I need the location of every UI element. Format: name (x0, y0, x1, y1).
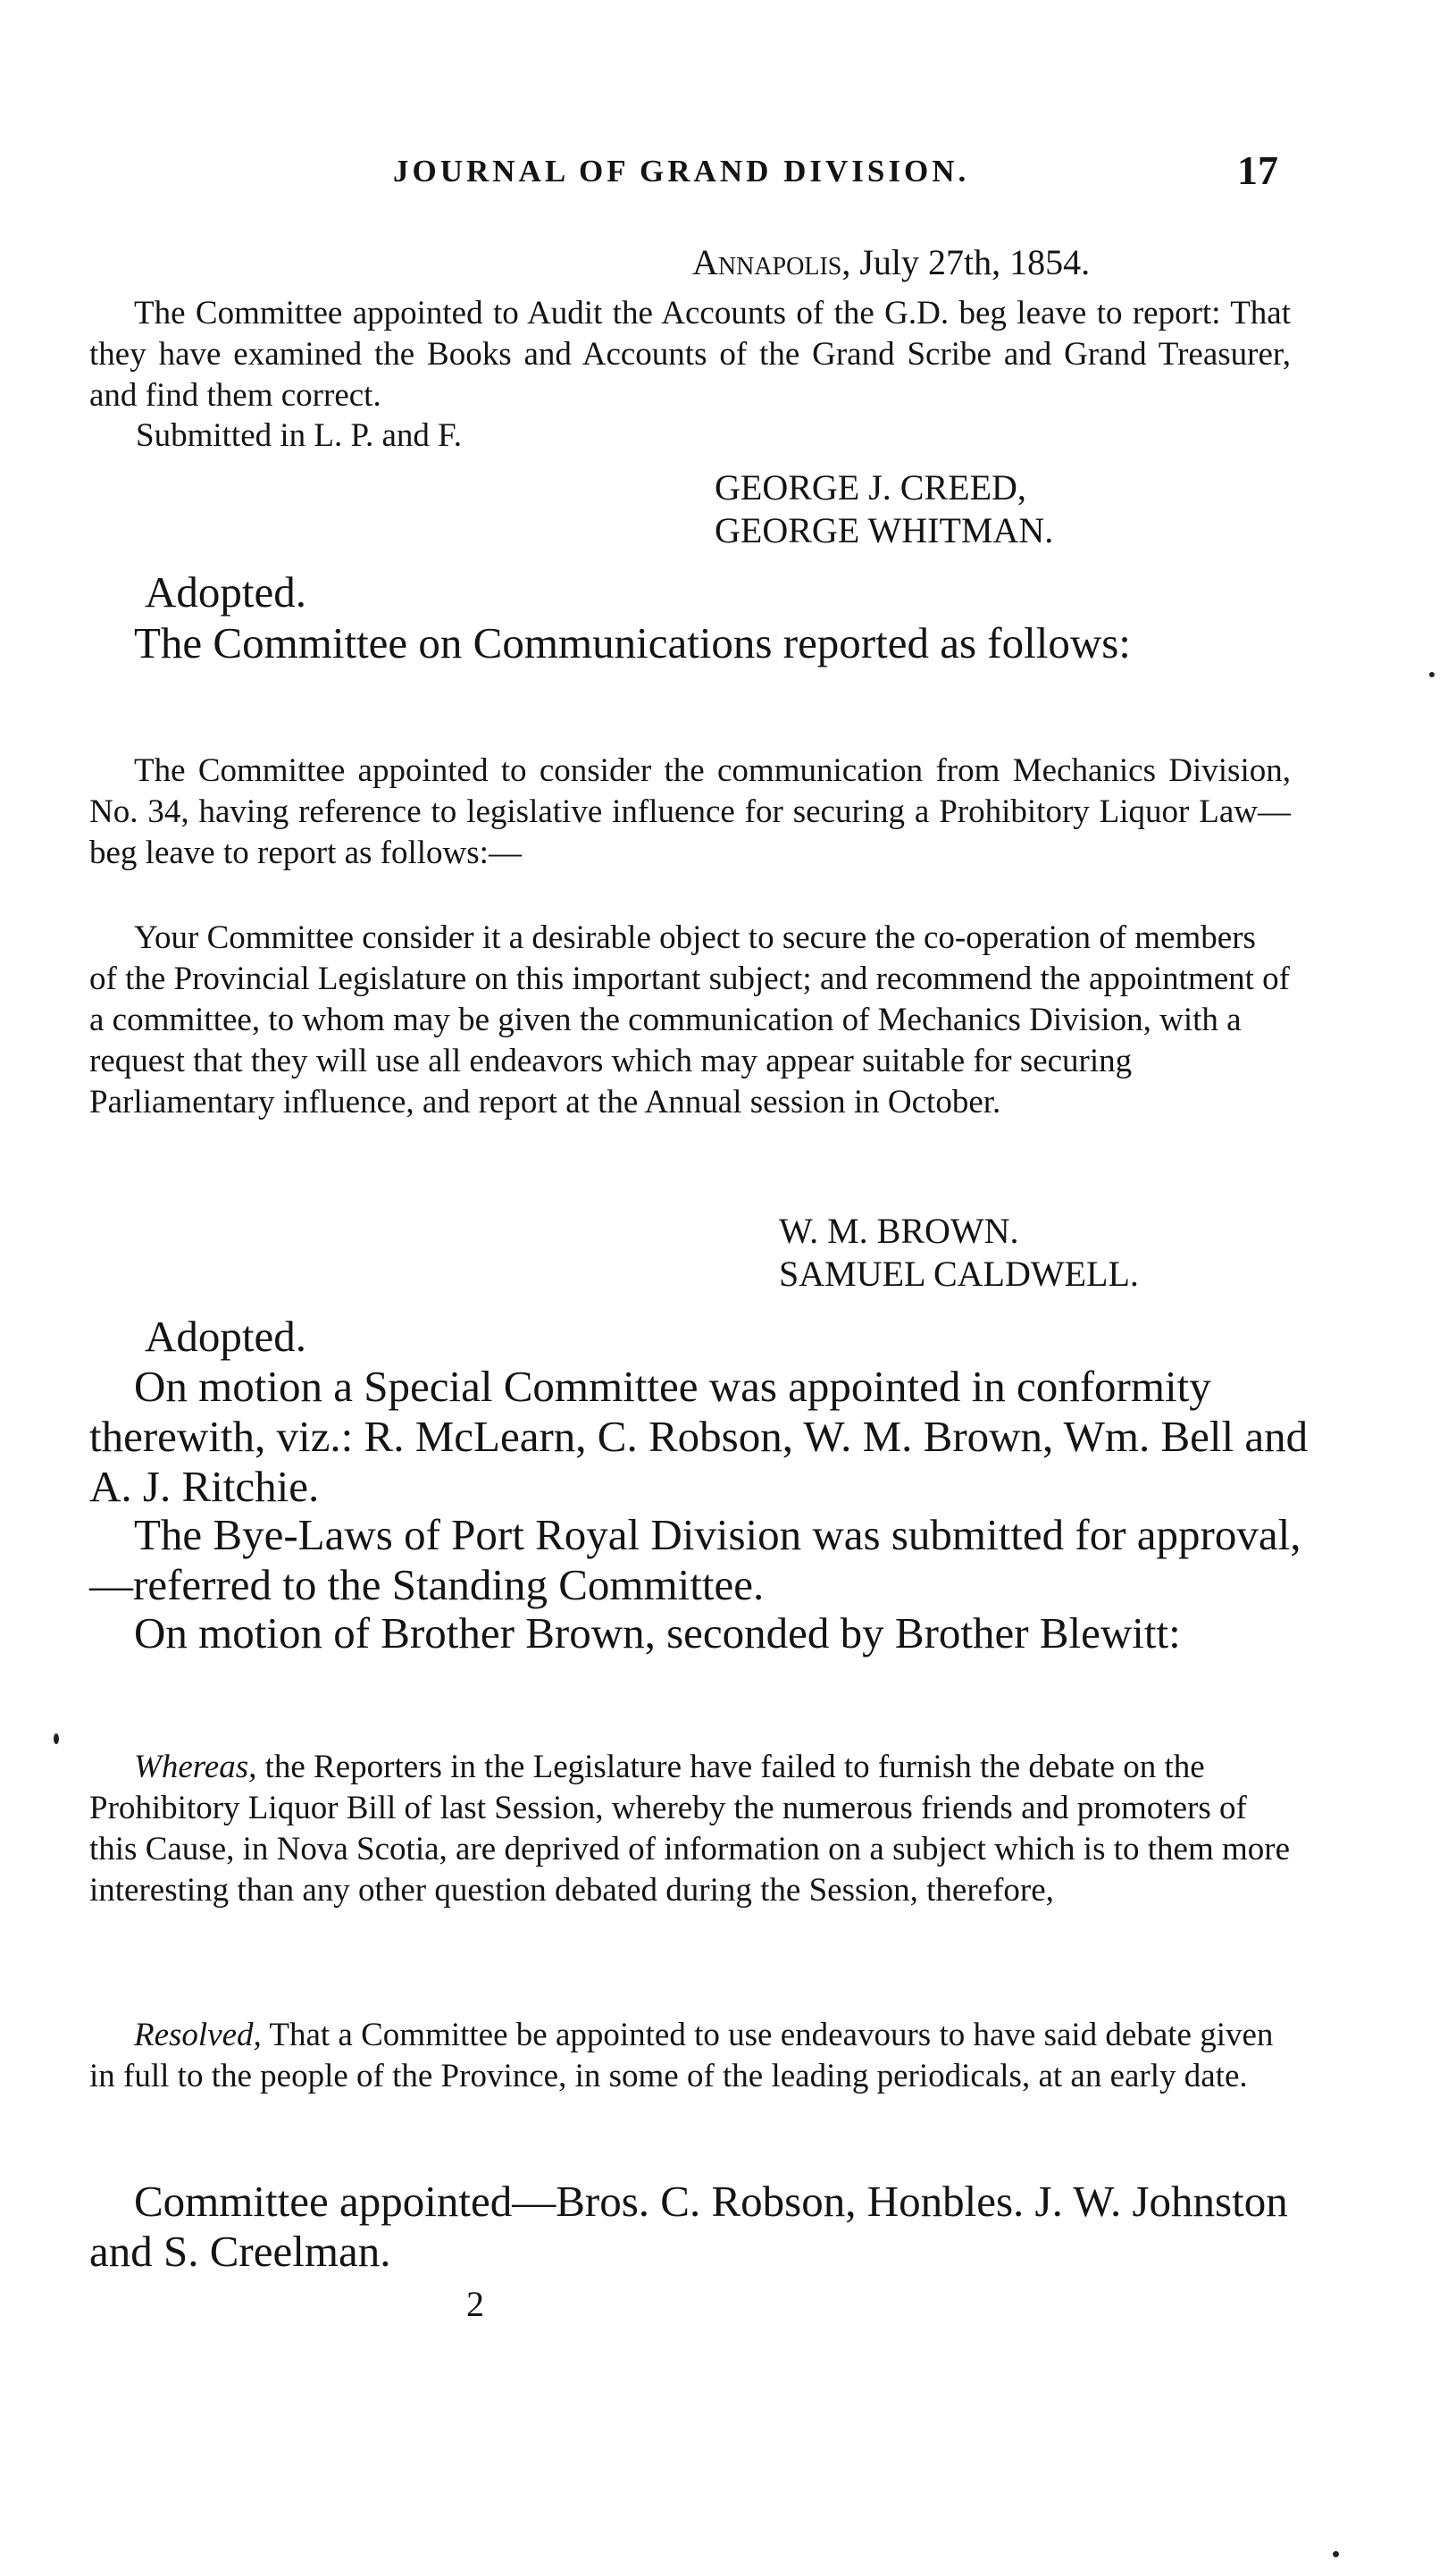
dateline-place: Annapolis, (692, 242, 851, 282)
resolved-text: That a Committee be appointed to use endeavours to have said debate given in full to the people of the Province, in some of the leading periodicals, at an early date. (89, 2017, 1274, 2094)
whereas-clause (89, 1747, 1291, 1911)
communications-report-text: The Committee appointed to consider the communication from Mechanics Division, No. 34, having reference to legislative influence for securing a Prohibitory Liquor Law—beg leave to report as follows:— (89, 752, 1291, 871)
dateline (692, 241, 1090, 283)
special-committee-paragraph: On motion a Special Committee was appointed in conformity therewith, viz.: R. McLearn, C. Robson, W. M. Brown, Wm. Bell and A. J. Ritchie. (89, 1362, 1309, 1511)
dateline-date: July 27th, 1854. (859, 242, 1091, 282)
signature-mark: 2 (466, 2284, 484, 2324)
ink-speck (1333, 2551, 1339, 2557)
whereas-text: the Reporters in the Legislature have failed to furnish the debate on the Prohibitory Liquor Bill of last Session, whereby the numerous friends and promoters of this Cause, in Nova Scotia, are deprived of information on a subject which is to them more interesting than any other question debated during the Session, therefore, (89, 1749, 1291, 1909)
audit-signatures (715, 466, 1053, 552)
signatory: GEORGE WHITMAN. (715, 510, 1054, 550)
ink-speck (1429, 672, 1435, 677)
resolved-lead: Resolved, (134, 2017, 262, 2053)
signatory: SAMUEL CALDWELL. (779, 1254, 1139, 1294)
audit-report-submitted: Submitted in L. P. and F. (136, 417, 463, 454)
motion-paragraph: On motion of Brother Brown, seconded by Brother Blewitt: (134, 1608, 1181, 1657)
signatory: W. M. BROWN. (779, 1211, 1019, 1251)
communications-recommendation: Your Committee consider it a desirable object to secure the co-operation of members of the Provincial Legislature on this important subject; and recommend the appointment of a committee, to whom may be given the communication of Mechanics Division, with a request that they will use all endeavors which may appear suitable for securing Parliamentary influence, and report at the Annual session in October. (89, 919, 1290, 1120)
adopted-note: Adopted. (145, 1312, 306, 1361)
communications-intro: The Committee on Communications reported as follows: (134, 618, 1131, 667)
running-head: JOURNAL OF GRAND DIVISION. (393, 154, 970, 189)
committee-appointed-paragraph: Committee appointed—Bros. C. Robson, Honbles. J. W. Johnston and S. Creelman. (89, 2177, 1288, 2276)
resolved-clause (89, 2015, 1291, 2097)
page-number: 17 (1237, 147, 1278, 193)
audit-report-text: The Committee appointed to Audit the Accounts of the G.D. beg leave to report: That they have examined the Books and Accounts of the Grand Scribe and Grand Treasurer, and find them correct. (89, 295, 1291, 414)
bye-laws-paragraph: The Bye-Laws of Port Royal Division was submitted for approval,—referred to the Standing Committee. (89, 1510, 1301, 1609)
signatory: GEORGE J. CREED, (715, 467, 1026, 508)
whereas-lead: Whereas, (134, 1749, 257, 1785)
adopted-note: Adopted. (145, 567, 306, 617)
ink-speck (54, 1733, 59, 1744)
communications-signatures (779, 1210, 1139, 1296)
